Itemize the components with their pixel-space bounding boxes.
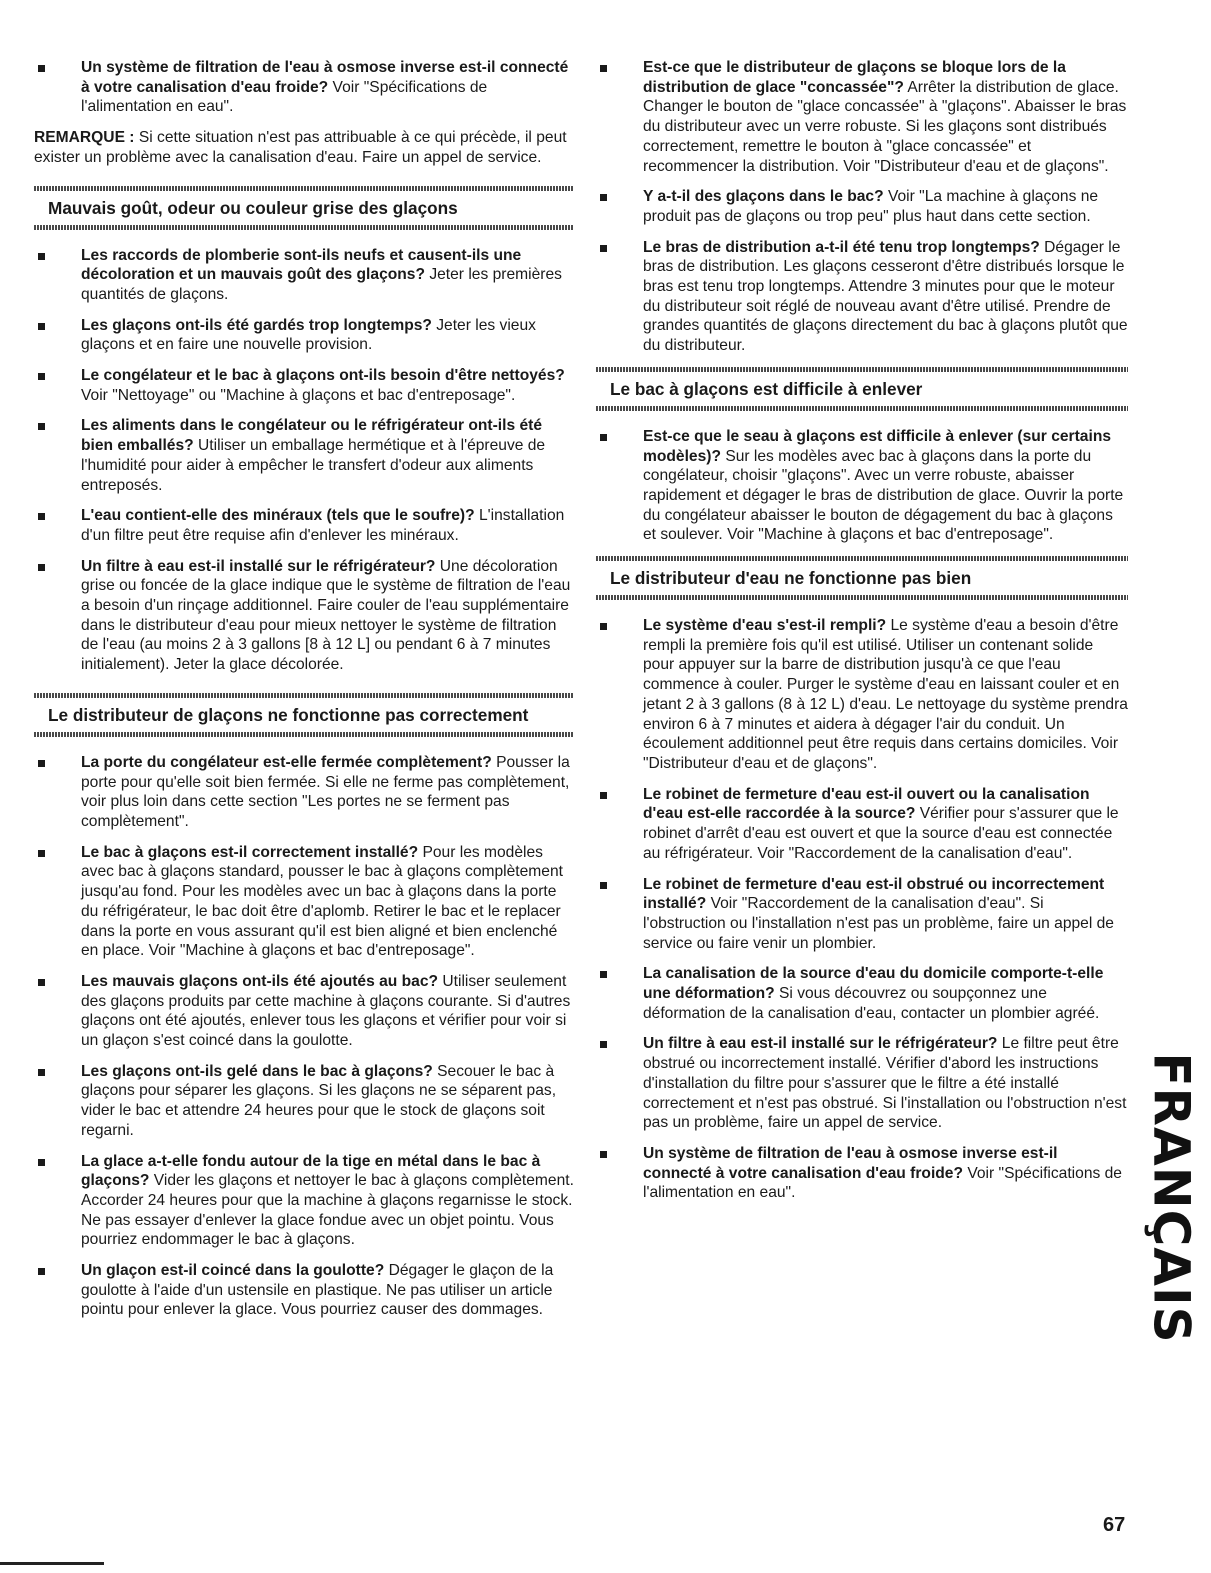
language-side-tab xyxy=(1143,1052,1202,1344)
list-item: Les raccords de plomberie sont-ils neufs et causent-ils une décoloration et un mauvais goût des glaçons? Jeter les premières quantités de glaçons. xyxy=(34,246,574,305)
divider xyxy=(34,693,574,698)
divider xyxy=(34,225,574,230)
list-item: La canalisation de la source d'eau du domicile comporte-t-elle une déformation? Si vous découvrez ou soupçonnez une déformation de la canalisation d'eau, contacter un plombier agréé. xyxy=(596,964,1128,1023)
list-item: Un glaçon est-il coincé dans la goulotte? Dégager le glaçon de la goulotte à l'aide d'un ustensile en plastique. Ne pas utiliser un article pointu pour enlever la glace. Vous pourriez causer des dommages. xyxy=(34,1261,574,1320)
left-column xyxy=(34,58,574,1331)
bullet xyxy=(38,564,45,571)
list-item: Le congélateur et le bac à glaçons ont-ils besoin d'être nettoyés? Voir "Nettoyage" ou "Machine à glaçons et bac d'entreposage". xyxy=(34,366,574,405)
bullet xyxy=(38,65,45,72)
list-item: Un filtre à eau est-il installé sur le réfrigérateur? Le filtre peut être obstrué ou incorrectement installé. Vérifier d'abord les instructions d'installation du filtre pour s'assurer que le filtre a été installé correctement et n'est pas obstrué. Si l'installation ou l'obstruction n'est pas un problème, faire un appel de service. xyxy=(596,1034,1128,1133)
list-item: Un filtre à eau est-il installé sur le réfrigérateur? Une décoloration grise ou foncée de la glace indique que le système de filtration de l'eau a besoin d'un rinçage additionnel. Faire couler de l'eau supplémentaire dans le distributeur d'eau pour mieux nettoyer le système de filtration de l'eau (au moins 2 à 3 gallons [8 à 12 L] ou pendant 6 à 7 minutes initialement). Jeter la glace décolorée. xyxy=(34,557,574,675)
section-header xyxy=(34,186,574,230)
list-item: Les glaçons ont-ils gelé dans le bac à glaçons? Secouer le bac à glaçons pour séparer les glaçons. Si les glaçons ne se séparent pas, vider le bac et attendre 24 heures pour que le stock de glaçons soit regarni. xyxy=(34,1062,574,1141)
right-column xyxy=(596,58,1128,1214)
bullet xyxy=(38,423,45,430)
section-title: Le distributeur de glaçons ne fonctionne pas correctement xyxy=(48,704,529,725)
bullet xyxy=(600,245,607,252)
list-item: Un système de filtration de l'eau à osmose inverse est-il connecté à votre canalisation d'eau froide? Voir "Spécifications de l'alimentation en eau". xyxy=(596,1144,1128,1203)
list-item: Le système d'eau s'est-il rempli? Le système d'eau a besoin d'être rempli la première fois qu'il est utilisé. Utiliser un contenant solide pour appuyer sur la barre de distribution jusqu'à ce que l'eau commence à couler. Purger le système d'eau en laissant couler et en jetant 2 à 3 gallons (8 à 12 L) d'eau. Le nettoyage du système prendra environ 6 à 7 minutes et aidera à dégager l'air du conduit. Un écoulement additionnel peut être requis dans certains domiciles. Voir "Distributeur d'eau et de glaçons". xyxy=(596,616,1128,774)
list-item: L'eau contient-elle des minéraux (tels que le soufre)? L'installation d'un filtre peut être requise afin d'enlever les minéraux. xyxy=(34,506,574,545)
bullet xyxy=(600,434,607,441)
bullet xyxy=(600,194,607,201)
section-title: Le distributeur d'eau ne fonctionne pas bien xyxy=(610,568,972,589)
section-header xyxy=(34,693,574,737)
bullet xyxy=(600,971,607,978)
bullet xyxy=(38,373,45,380)
bullet xyxy=(600,792,607,799)
section-header xyxy=(596,367,1128,411)
divider xyxy=(34,732,574,737)
list-item: Les aliments dans le congélateur ou le réfrigérateur ont-ils été bien emballés? Utiliser un emballage hermétique et à l'épreuve de l'humidité pour aider à empêcher le transfert d'odeur aux aliments entreposés. xyxy=(34,416,574,495)
bullet xyxy=(38,1159,45,1166)
list-item: Y a-t-il des glaçons dans le bac? Voir "La machine à glaçons ne produit pas de glaçons ou trop peu" plus haut dans cette section. xyxy=(596,187,1128,226)
bullet xyxy=(38,760,45,767)
bullet xyxy=(600,1151,607,1158)
list-item: Le robinet de fermeture d'eau est-il ouvert ou la canalisation d'eau est-elle raccordée à la source? Vérifier pour s'assurer que le robinet d'arrêt d'eau est ouvert et que la source d'eau est connectée au réfrigérateur. Voir "Raccordement de la canalisation d'eau". xyxy=(596,785,1128,864)
list-item: Un système de filtration de l'eau à osmose inverse est-il connecté à votre canalisation d'eau froide? Voir "Spécifications de l'alimentation en eau". xyxy=(34,58,574,117)
divider xyxy=(596,556,1128,561)
bullet xyxy=(38,1069,45,1076)
section-title: Mauvais goût, odeur ou couleur grise des glaçons xyxy=(48,197,458,218)
divider xyxy=(596,406,1128,411)
page-number: 67 xyxy=(1103,1514,1126,1536)
divider xyxy=(34,186,574,191)
bullet xyxy=(600,1041,607,1048)
bullet xyxy=(38,253,45,260)
bullet xyxy=(600,65,607,72)
bullet xyxy=(38,1268,45,1275)
list-item: Le robinet de fermeture d'eau est-il obstrué ou incorrectement installé? Voir "Raccordement de la canalisation d'eau". Si l'obstruction ou l'installation n'est pas un problème, faire un appel de service ou faire venir un plombier. xyxy=(596,875,1128,954)
bullet xyxy=(38,850,45,857)
bullet xyxy=(38,979,45,986)
remark-note: REMARQUE : Si cette situation n'est pas attribuable à ce qui précède, il peut exister un problème avec la canalisation d'eau. Faire un appel de service. xyxy=(34,129,567,166)
bullet xyxy=(600,882,607,889)
scan-edge-mark xyxy=(0,1562,104,1565)
list-item: Les mauvais glaçons ont-ils été ajoutés au bac? Utiliser seulement des glaçons produits par cette machine à glaçons courante. Si d'autres glaçons ont été ajoutés, enlever tous les glaçons et vérifier pour voir si un glaçon s'est coincé dans la goulotte. xyxy=(34,972,574,1051)
divider xyxy=(596,367,1128,372)
list-item: Le bac à glaçons est-il correctement installé? Pour les modèles avec bac à glaçons standard, pousser le bac à glaçons complètement jusqu'au fond. Pour les modèles avec un bac à glaçons dans la porte du réfrigérateur, le bac doit être d'aplomb. Retirer le bac et le replacer dans la porte en vous assurant qu'il est bien aligné et bien enclenché en place. Voir "Machine à glaçons et bac d'entreposage". xyxy=(34,843,574,961)
list-item: Le bras de distribution a-t-il été tenu trop longtemps? Dégager le bras de distribution. Les glaçons cesseront d'être distribués lorsque le bras est tenu trop longtemps. Attendre 3 minutes pour que le moteur du distributeur soit réglé de nouveau avant d'être utilisé. Prendre de grandes quantités de glaçons directement du bac à glaçons plutôt que du distributeur. xyxy=(596,238,1128,356)
list-item: Est-ce que le seau à glaçons est difficile à enlever (sur certains modèles)? Sur les modèles avec bac à glaçons dans la porte du congélateur, choisir "glaçons". Avec un verre robuste, abaisser rapidement et dégager le bras de distribution de glace. Ouvrir la porte du congélateur abaisser le bouton de dégagement du bac à glaçons et soulever. Voir "Machine à glaçons et bac d'entreposage". xyxy=(596,427,1128,545)
list-item: La porte du congélateur est-elle fermée complètement? Pousser la porte pour qu'elle soit bien fermée. Si elle ne ferme pas complètement, voir plus loin dans cette section "Les portes ne se ferment pas complètement". xyxy=(34,753,574,832)
bullet xyxy=(38,513,45,520)
divider xyxy=(596,595,1128,600)
section-title: Le bac à glaçons est difficile à enlever xyxy=(610,378,923,399)
section-header xyxy=(596,556,1128,600)
bullet xyxy=(38,323,45,330)
list-item: Est-ce que le distributeur de glaçons se bloque lors de la distribution de glace "concassée"? Arrêter la distribution de glace. Changer le bouton de "glace concassée" à "glaçons". Abaisser le bras du distributeur avec un verre robuste. Si les glaçons sont distribués correctement, remettre le bouton à "glace concassée" et recommencer la distribution. Voir "Distributeur d'eau et de glaçons". xyxy=(596,58,1128,176)
language-tab-label: FRANÇAIS xyxy=(1143,1052,1202,1344)
list-item: La glace a-t-elle fondu autour de la tige en métal dans le bac à glaçons? Vider les glaçons et nettoyer le bac à glaçons complètement. Accorder 24 heures pour que la machine à glaçons regarnisse le stock. Ne pas essayer d'enlever la glace fondue avec un objet pointu. Vous pourriez endommager le bac à glaçons. xyxy=(34,1152,574,1251)
list-item: Les glaçons ont-ils été gardés trop longtemps? Jeter les vieux glaçons et en faire une nouvelle provision. xyxy=(34,316,574,355)
bullet xyxy=(600,623,607,630)
